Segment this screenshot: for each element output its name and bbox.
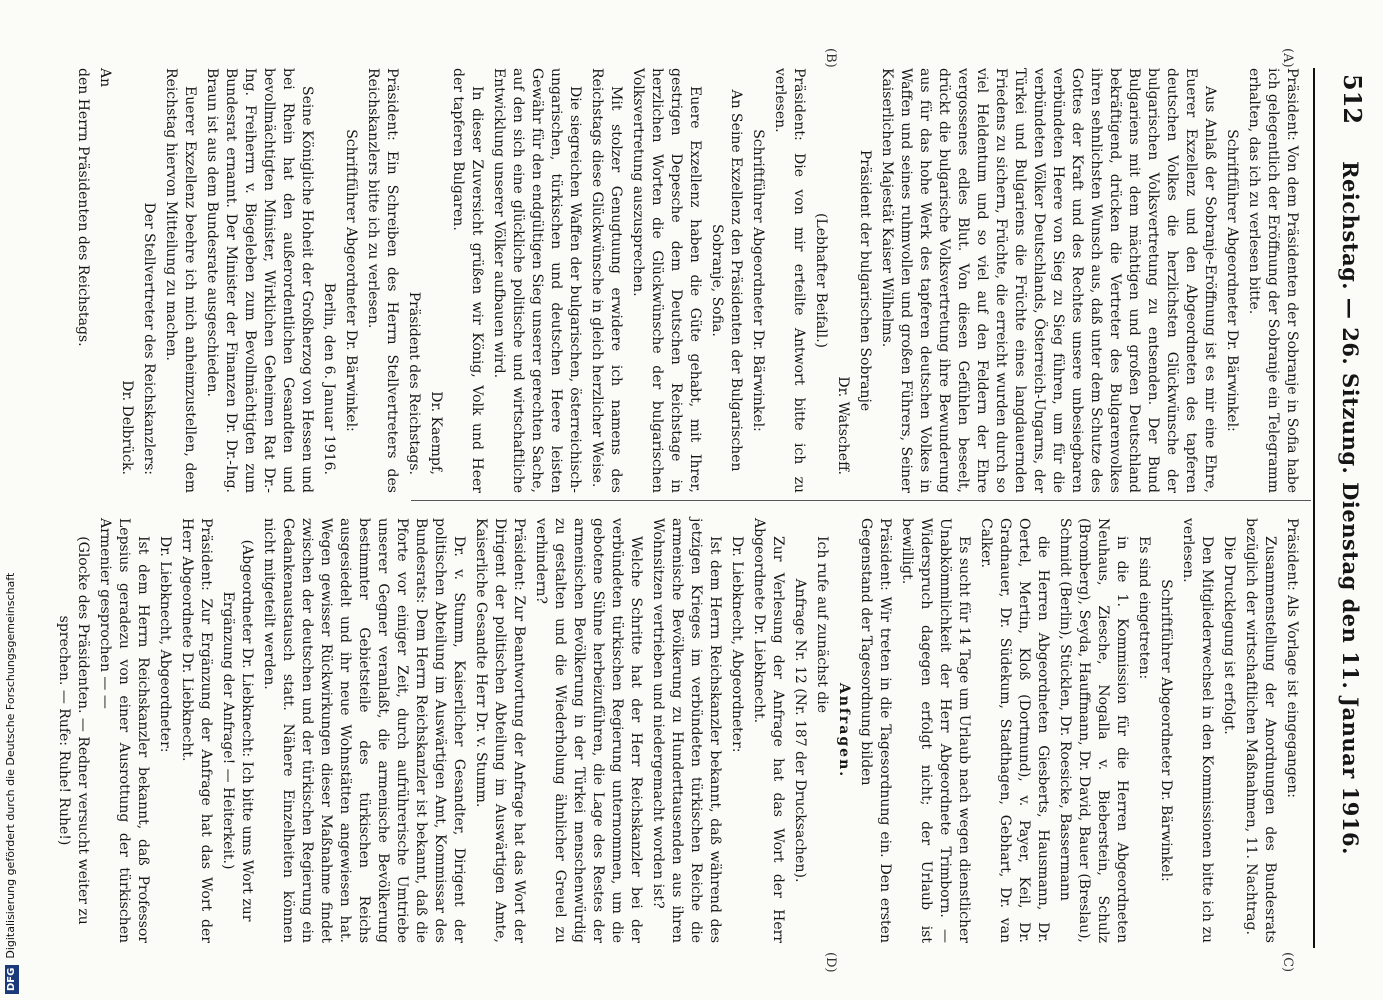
right-column bbox=[56, 518, 1301, 943]
paragraph: Den Mitgliederwechsel in den Kommissionen bitte ich zu verlesen. bbox=[1180, 518, 1215, 943]
paragraph: Präsident: Von dem Präsidenten der Sobranje in Sofia habe ich gelegentlich der Eröffnung der Sobranje ein Telegramm erhalten, das ich zu verlesen bitte. bbox=[1246, 68, 1300, 493]
paragraph: Seine Königliche Hoheit der Großherzog von Hessen und bei Rhein hat den außerordentlichen Gesandten und bevollmächtigten Minister, Wirklichen Geheimen Rat Dr.-Ing. Freiherrn v. Biegeleben zum Bevollmächtigten zum Bundesrat ernannt. Der Minister der Finanzen Dr. Dr.-Ing. Braun ist aus dem Bundesrate ausgeschieden. bbox=[204, 68, 315, 493]
paragraph: Präsident: Ein Schreiben des Herrn Stellvertreters des Reichskanzlers bitte ich zu verlesen. bbox=[365, 68, 400, 493]
paragraph: Präsident: Zur Ergänzung der Anfrage hat das Wort der Herr Abgeordnete Dr. Liebknecht. bbox=[179, 518, 214, 943]
paragraph: Präsident: Wir treten in die Tagesordnung ein. Den ersten Gegenstand der Tagesordnung bilden bbox=[858, 518, 893, 943]
signature-line: Präsident der bulgarischen Sobranje bbox=[857, 149, 873, 412]
signature-line: Der Stellvertreter des Reichskanzlers: bbox=[141, 202, 157, 475]
column-divider bbox=[411, 500, 1311, 501]
address-line: den Herrn Präsidenten des Reichstags. bbox=[75, 68, 91, 347]
paragraph: Präsident: Die von mir erteilte Antwort bitte ich zu verlesen. bbox=[772, 68, 807, 493]
paragraph: Präsident: Zur Beantwortung der Anfrage hat das Wort der Dirigent der politischen Abteilung im Auswärtigen Amte, Kaiserliche Gesandte Herr Dr. v. Stumm. bbox=[473, 518, 527, 943]
interjection: (Glocke des Präsidenten. — Redner versucht weiter zu sprechen. — Rufe: Ruhe! Ruhe!) bbox=[56, 536, 91, 925]
paragraph: die Herren Abgeordneten Giesberts, Hausmann, Dr. Oertel, Mertin, Kloß (Dortmund), v. Payer, Keil, Dr. Gradnauer, Dr. Südekum, Stadthagen, Gebhart, Dr. van Calker. bbox=[978, 518, 1051, 943]
paragraph: Ich rufe auf zunächst die bbox=[814, 536, 830, 714]
paragraph: Aus Anlaß der Sobranje-Eröffnung ist es mir eine Ehre, Euerer Exzellenz und den Abgeordneten des tapferen deutschen Volkes die herzlichsten Glückwünsche der bulgarischen Volksvertretung zu entsenden. Der Bund Bulgariens mit dem mächtigen und großen Deutschland bekräftigend, drücken die Vertreter des Bulgarenvolkes ihren sehnlichsten Wunsch aus, daß unter dem Schutze des Gottes der Kraft und des Rechtes unsere unbesiegbaren verbündeten Heere von Sieg zu Sieg führen, um für die verbündeten Völker Deutschlands, Österreich-Ungarns, der Türkei und Bulgariens die Früchte eines langdauernden Friedens zu sichern, Früchte, die erreicht wurden durch so viel Heldentum und so viel auf den Feldern der Ehre vergossenes edles Blut. Von diesen Gefühlen beseelt, drückt die bulgarische Volksvertretung ihre Bewunderung aus für das hohe Werk des tapferen deutschen Volkes in Waffen und seines ruhmvollen und großen Führers, Seiner Kaiserlichen Majestät Kaiser Wilhelms. bbox=[879, 68, 1218, 493]
page-header bbox=[1313, 68, 1373, 948]
paragraph: Schriftführer Abgeordneter Dr. Bärwinkel: bbox=[750, 129, 766, 432]
paragraph: Welche Schritte hat der Herr Reichskanzler bei der verbündeten türkischen Regierung unternommen, um die gebotene Sühne herbeizuführen, die Lage des Restes der armenischen Bevölkerung in der Türkei menschenwürdig zu gestalten und die Wiederholung ähnlicher Greuel zu verhindern? bbox=[533, 518, 644, 943]
section-heading: Anfragen. bbox=[836, 682, 852, 779]
paragraph: Präsident: Als Vorlage ist eingegangen: bbox=[1284, 518, 1300, 798]
paragraph: Es sind eingetreten: bbox=[1136, 536, 1152, 680]
paragraph: in die 1. Kommission für die Herren Abgeordneten Neuhaus, Ziesche, Nogalla v. Bieberstein, Schulz (Bromberg), Seyda, Hauffmann, Dr. David, Bauer (Breslau), Schmidt (Berlin), Stücklen, Dr. Roesicke, Bassermann bbox=[1057, 518, 1130, 943]
margin-mark-b: (B) bbox=[823, 48, 838, 68]
paragraph: Schriftführer Abgeordneter Dr. Bärwinkel: bbox=[343, 129, 359, 432]
paragraph: Dr. Liebknecht, Abgeordneter: bbox=[157, 536, 173, 753]
credit-strip bbox=[0, 0, 22, 1000]
date-line: Berlin, den 6. Januar 1916. bbox=[321, 282, 337, 475]
paragraph: Schriftführer Abgeordneter Dr. Bärwinkel: bbox=[1224, 129, 1240, 432]
paragraph: Ist dem Herrn Reichskanzler bekannt, daß während des jetzigen Krieges im verbündeten türkischen Reiche die armenische Bevölkerung zu Hunderttausenden aus ihren Wohnsitzen vertrieben und niedergemacht worden ist? bbox=[650, 518, 723, 943]
signature-name: Dr. Delbrück. bbox=[119, 380, 135, 475]
paragraph: Zur Verlesung der Anfrage hat das Wort der Herr Abgeordnete Dr. Liebknecht. bbox=[751, 518, 786, 943]
paragraph: Euere Exzellenz haben die Güte gehabt, mit Ihrer, gestrigen Depesche dem Deutschen Reichstage in herzlichen Worten die Glückwünsche der bulgarischen Volksvertretung auszusprechen. bbox=[630, 68, 703, 493]
margin-mark-c: (C) bbox=[1280, 952, 1295, 973]
signature-name: Dr. Kaempf, bbox=[428, 391, 444, 475]
page-number: 512 bbox=[1338, 74, 1367, 125]
paragraph: Die siegreichen Waffen der bulgarischen, österreichisch-ungarischen, türkischen und deutschen Heere leisten Gewähr für den endgültigen Sieg unserer gerechten Sache, auf den sich eine glückliche politische und wirtschaftliche Entwicklung unserer Völker aufbauen wird. bbox=[491, 68, 583, 493]
signature-name: Dr. Watscheff. bbox=[835, 376, 851, 475]
margin-mark-a: (A) bbox=[1280, 48, 1295, 68]
paragraph: Dr. Liebknecht, Abgeordneter: bbox=[729, 536, 745, 753]
paragraph: Ist dem Herrn Reichskanzler bekannt, daß Professor Lepsius geradezu von einer Ausrottung der türkischen Armenier gesprochen — — bbox=[97, 518, 151, 943]
digitization-credit: Digitalisierung gefördert durch die Deutsche Forschungsgemeinschaft bbox=[4, 572, 17, 959]
paragraph: Die Drucklegung ist erfolgt. bbox=[1221, 536, 1237, 735]
margin-mark-d: (D) bbox=[823, 952, 838, 973]
running-title: Reichstag. — 26. Sitzung. Dienstag den 11. Januar 1916. bbox=[1338, 161, 1363, 855]
paragraph: In dieser Zuversicht grüßen wir König, Volk und Heer der tapferen Bulgaren. bbox=[450, 68, 485, 493]
paragraph: Mit stolzer Genugtuung erwidere ich namens des Reichstags diese Glückwünsche in gleich herzlicher Weise. bbox=[589, 68, 624, 493]
address-line: An Seine Exzellenz den Präsidenten der Bulgarischen Sobranje, Sofia. bbox=[709, 89, 744, 472]
paragraph: Schriftführer Abgeordneter Dr. Bärwinkel: bbox=[1158, 579, 1174, 882]
dfg-logo: DFG bbox=[5, 965, 19, 994]
applause-note: (Lebhafter Beifall.) bbox=[813, 212, 829, 349]
left-column bbox=[75, 68, 1301, 493]
address-line: An bbox=[97, 68, 113, 88]
signature-line: Präsident des Reichstags. bbox=[406, 291, 422, 475]
paragraph: Anfrage Nr. 12 (Nr. 187 der Drucksachen). bbox=[792, 578, 808, 883]
paragraph: Zusammenstellung der Anordnungen des Bundesrats bezüglich der wirtschaftlichen Maßnahmen, 11. Nachtrag. bbox=[1243, 518, 1278, 943]
paragraph: Dr. v. Stumm, Kaiserlicher Gesandter, Dirigent der politischen Abteilung im Auswärtigen Amt, Kommissar des Bundesrats: Dem Herrn Reichskanzler ist bekannt, daß die Pforte vor einiger Zeit, durch aufrührerische Umtriebe unserer Gegner veranlaßt, die armenische Bevölkerung bestimmter Gebietsteile des türkischen Reichs ausgesiedelt und ihr neue Wohnstätten angewiesen hat. Wegen gewisser Rückwirkungen dieser Maßnahme findet zwischen der deutschen und der türkischen Regierung ein Gedankenaustausch statt. Nähere Einzelheiten können nicht mitgeteilt werden. bbox=[261, 518, 467, 943]
interjection: (Abgeordneter Dr. Liebknecht: Ich bitte ums Wort zur Ergänzung der Anfrage! — Heiterkeit.) bbox=[220, 539, 255, 922]
paragraph: Euerer Exzellenz beehre ich mich anheimzustellen, dem Reichstag hiervon Mitteilung zu machen. bbox=[163, 68, 198, 493]
paragraph: Es sucht für 14 Tage um Urlaub nach wegen dienstlicher Unabkömmlichkeit der Herr Abgeordnete Trimborn. — Widerspruch dagegen erfolgt nicht; der Urlaub ist bewilligt. bbox=[899, 518, 972, 943]
